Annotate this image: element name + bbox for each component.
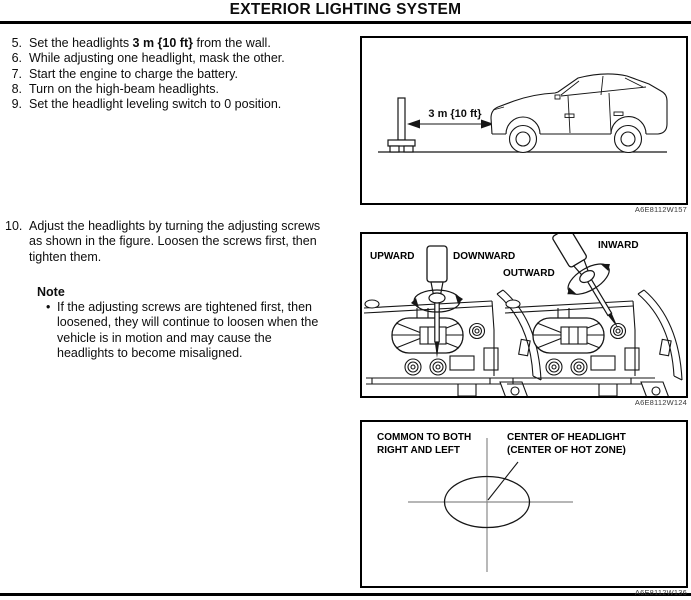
label-upward: UPWARD xyxy=(370,251,415,262)
step-item-8 xyxy=(5,82,355,97)
pointer-line xyxy=(488,462,518,500)
headlight-assembly-right xyxy=(505,290,682,396)
step-text: Turn on the high-beam headlights. xyxy=(29,81,219,96)
step-text: While adjusting one headlight, mask the other. xyxy=(29,51,285,66)
title-rule xyxy=(0,21,691,24)
label-center-line1: CENTER OF HEADLIGHT xyxy=(507,432,626,443)
label-center-line2: (CENTER OF HOT ZONE) xyxy=(507,445,626,456)
figure-adjusting-screws xyxy=(360,232,688,407)
step-item-6 xyxy=(5,51,355,66)
label-common-both xyxy=(377,431,471,457)
step-text-pre: Set the headlights xyxy=(29,36,133,50)
step-text-bold: 3 m {10 ft} xyxy=(132,36,193,50)
label-outward: OUTWARD xyxy=(503,268,555,279)
note-label: Note xyxy=(37,285,65,299)
note-block xyxy=(37,285,342,361)
figure-code: A6E8112W124 xyxy=(634,398,687,407)
step-text: Adjust the headlights by turning the adjusting screws as shown in the figure. Loosen the screws first, then tighten them. xyxy=(29,219,321,264)
label-inward: INWARD xyxy=(598,240,639,251)
page-title: EXTERIOR LIGHTING SYSTEM xyxy=(229,1,462,18)
bullet-marker: • xyxy=(46,300,51,315)
figure-hot-zone xyxy=(360,420,688,597)
step-number: 9. xyxy=(11,97,22,112)
step-text xyxy=(22,36,271,51)
step-item-10 xyxy=(5,219,353,265)
step-number: 10. xyxy=(5,219,23,233)
car-illustration xyxy=(491,74,667,153)
step-number: 7. xyxy=(11,66,22,81)
step-text: Start the engine to charge the battery. xyxy=(29,66,238,81)
label-center-headlight xyxy=(507,431,626,457)
step-item-7 xyxy=(5,67,355,82)
distance-label: 3 m {10 ft} xyxy=(428,108,482,120)
steps-list xyxy=(5,36,355,112)
bullet-text: If the adjusting screws are tightened first, then loosened, they will continue to loosen when the vehicle is in motion and may cause the headlights to become misaligned. xyxy=(57,300,319,360)
figure-frame xyxy=(360,36,688,205)
figure-code: A6E8112W157 xyxy=(634,205,687,214)
distance-arrow xyxy=(407,120,494,129)
figure-frame xyxy=(360,232,688,398)
label-common-line1: COMMON TO BOTH xyxy=(377,432,472,443)
label-common-line2: RIGHT AND LEFT xyxy=(377,445,460,456)
figure-code: A6E8112W136 xyxy=(634,588,687,597)
note-bullet-item xyxy=(37,300,342,361)
distance-drawing xyxy=(362,38,686,203)
step-number: 8. xyxy=(11,81,22,96)
step-number: 6. xyxy=(11,51,22,66)
step-item-5 xyxy=(5,36,355,51)
label-downward: DOWNWARD xyxy=(453,251,516,262)
step-number: 5. xyxy=(11,36,22,50)
step-text: Set the headlight leveling switch to 0 position. xyxy=(29,97,282,112)
step-text-post: from the wall. xyxy=(193,36,271,50)
figure-headlight-distance xyxy=(360,36,688,214)
figure-frame xyxy=(360,420,688,588)
step-item-9 xyxy=(5,97,355,112)
